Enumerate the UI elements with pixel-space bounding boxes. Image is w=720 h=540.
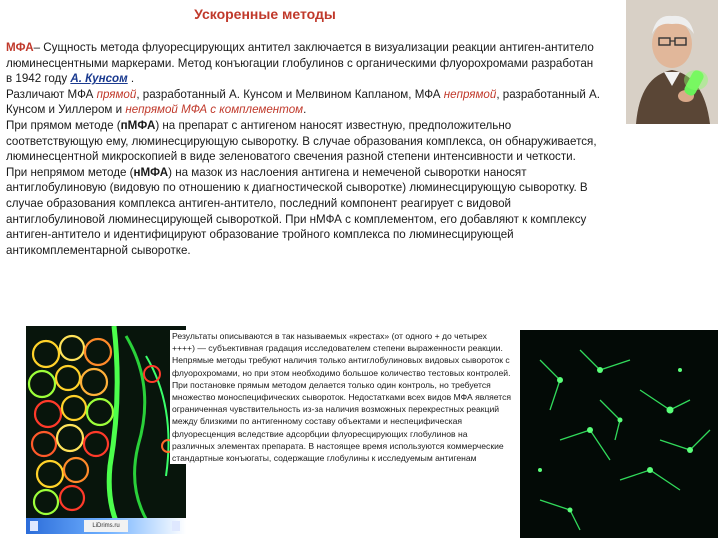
- tissue-micrograph: [26, 326, 186, 534]
- term-indirect-complement: непрямой МФА с комплементом: [125, 103, 304, 117]
- paragraph-4: [6, 165, 602, 259]
- paragraph-3: [6, 118, 602, 165]
- text-span: .: [127, 72, 135, 86]
- text-span: , разработанный А. Кунсом и Мелвином Капланом, МФА: [136, 87, 444, 101]
- fluorescent-tissue-image: [26, 326, 186, 534]
- slide-title: Ускоренные методы: [194, 6, 336, 22]
- mfa-term: МФА: [6, 41, 34, 54]
- main-text: [6, 40, 602, 258]
- fluorescence-micrograph: [520, 330, 718, 538]
- green-fluorescence-image: [520, 330, 718, 538]
- term-pmfa: пМФА: [120, 118, 156, 132]
- side-text: Результаты описываются в так называемых «крестах» (от одного + до четырех ++++) — субъективная градация исследователем степени выраженности реакции. Непрямые методы требуют наличия только антиглобулиновых видовых сывороток с флуорохромами, но при этом необходимо большое количество тестовых контролей. При постановке прямым методом делается только один контроль, но требуется множество моноспецифических сывороток. Недостатками всех видов МФА является ограниченная чувствительность из-за наличия возможных перекрестных реакций между близкими по антигенному составу объектами и неспецифическая флуоресценция вследствие адсорбции флуоресцирующих глобулинов на различных элементах препарата. В настоящее время используются коммерческие стандартные конъюгаты, содержащие глобулины к исследуемым антигенам: [172, 331, 512, 464]
- scale-marker: [172, 521, 180, 531]
- term-nmfa: нМФА: [133, 165, 169, 179]
- text-span: При непрямом методе (: [6, 165, 134, 179]
- text-span: – Сущность метода флуоресцирующих антител заключается в визуализации реакции антиген-антитело люминесцентными маркерами. Метод конъюгации глобулинов с органическими флуорохромами разработан в 1942 году: [6, 41, 594, 86]
- image-logo: LiDrims.ru: [84, 520, 128, 532]
- text-span: ) на мазок из наслоения антигена и немеченой сыворотки наносят антиглобулиновую (видовую по отношению к диагностической сыворотке) люминесцирующую сыворотку. В случае образования комплекса антиген-антитело, последний компонент реагирует с видовой антиглобулиновой люминесцирующей сывороткой. При нМФА с комплементом, его добавляют к комплексу антиген-антитело и идентифицируют образование тройного комплекса по люминесцирующей антикомплементарной сыворотке.: [6, 165, 588, 257]
- color-scale-bar: [26, 518, 186, 534]
- text-span: Различают МФА: [6, 87, 97, 101]
- text-span: При прямом методе (: [6, 118, 121, 132]
- scientist-portrait: [626, 0, 718, 124]
- paragraph-2: [6, 87, 602, 118]
- scale-marker: [30, 521, 38, 531]
- term-direct: прямой: [96, 87, 137, 101]
- paragraph-1: [6, 40, 602, 87]
- term-indirect: непрямой: [443, 87, 497, 101]
- coons-link[interactable]: А. Кунсом: [70, 72, 128, 86]
- portrait-illustration: [626, 0, 718, 124]
- text-span: , разработанный А. Кунсом и Уиллером и: [6, 87, 600, 117]
- text-span: .: [303, 103, 307, 117]
- text-span: ) на препарат с антигеном наносят известную, предположительно соответствующую ему, люминесцирующую сыворотку. В случае образования комплекса, он обнаруживается, люминесцентной микроскопией в виде зеленоватого свечения разной степени интенсивности и четкости.: [6, 118, 597, 164]
